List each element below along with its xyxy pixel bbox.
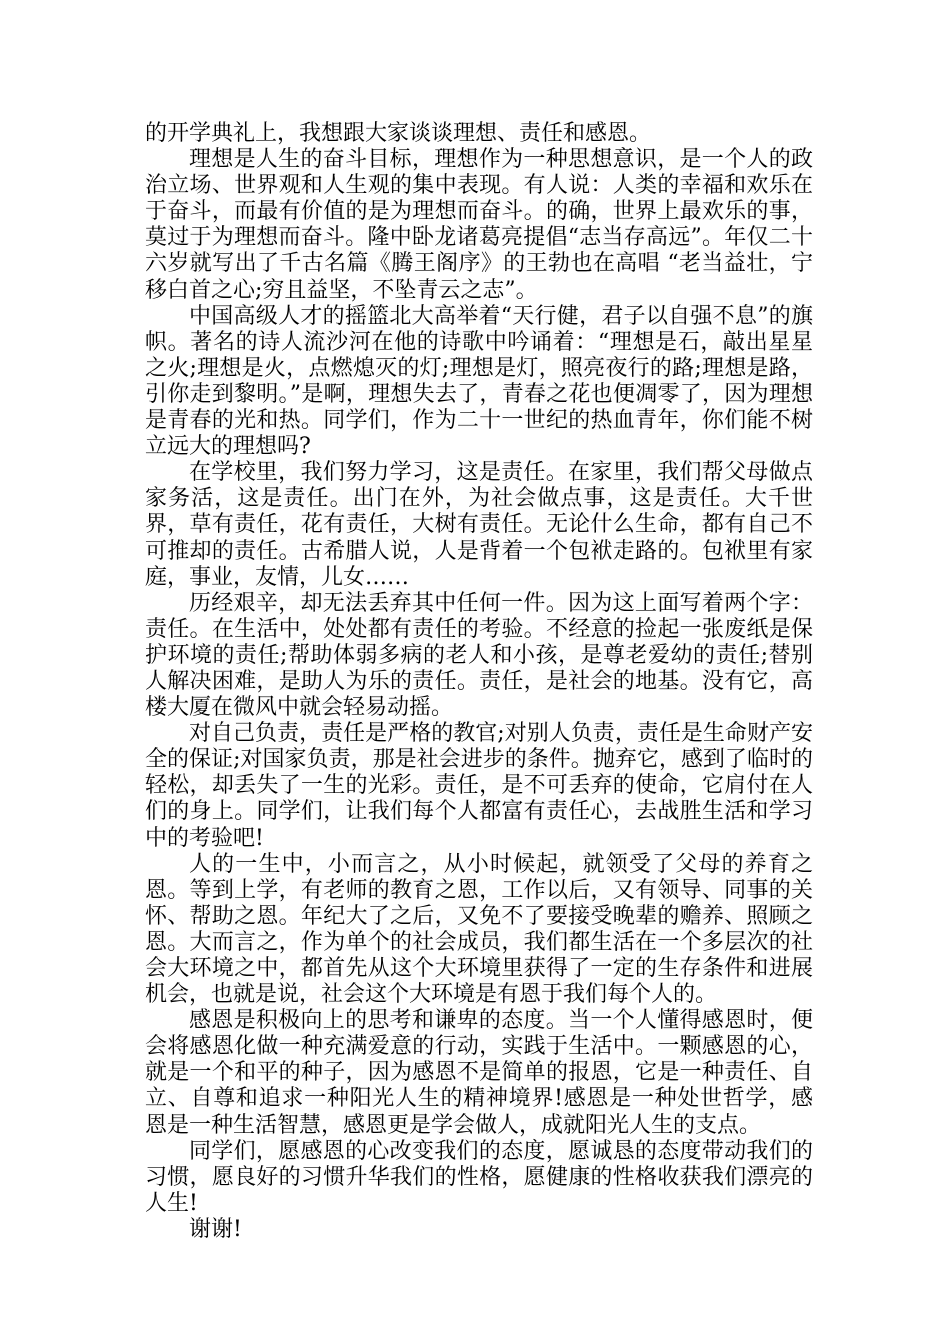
paragraph-peking-university: 中国高级人才的摇篮北大高举着“天行健，君子以自强不息”的旗帜。著名的诗人流沙河在他的诗歌中吟诵着：“理想是石，敲出星星之火;理想是火，点燃熄灭的灯;理想是灯，照亮夜行的路;理想是路，引你走到黎明。”是啊，理想失去了，青春之花也便凋零了，因为理想是青春的光和热。同学们，作为二十一世纪的热血青年，你们能不树立远大的理想吗?	[145, 303, 813, 460]
paragraph-self-responsibility: 对自己负责，责任是严格的教官;对别人负责，责任是生命财产安全的保证;对国家负责，那是社会进步的条件。抛弃它，感到了临时的轻松，却丢失了一生的光彩。责任，是不可丢弃的使命，它肩付在人们的身上。同学们，让我们每个人都富有责任心，去战胜生活和学习中的考验吧!	[145, 721, 813, 851]
paragraph-responsibility: 在学校里，我们努力学习，这是责任。在家里，我们帮父母做点家务活，这是责任。出门在外，为社会做点事，这是责任。大千世界，草有责任，花有责任，大树有责任。无论什么生命，都有自己不可推却的责任。古希腊人说，人是背着一个包袱走路的。包袱里有家庭，事业，友情，儿女……	[145, 460, 813, 590]
paragraph-life-gratitude: 人的一生中，小而言之，从小时候起，就领受了父母的养育之恩。等到上学，有老师的教育之恩，工作以后，又有领导、同事的关怀、帮助之恩。年纪大了之后，又免不了要接受晚辈的赡养、照顾之恩。大而言之，作为单个的社会成员，我们都生活在一个多层次的社会大环境之中，都首先从这个大环境里获得了一定的生存条件和进展机会，也就是说，社会这个大环境是有恩于我们每个人的。	[145, 851, 813, 1008]
paragraph-closing-wish: 同学们，愿感恩的心改变我们的态度，愿诚恳的态度带动我们的习惯，愿良好的习惯升华我们的性格，愿健康的性格收获我们漂亮的人生!	[145, 1138, 813, 1216]
paragraph-opening: 的开学典礼上，我想跟大家谈谈理想、责任和感恩。	[145, 121, 652, 146]
paragraph-hardship: 历经艰辛，却无法丢弃其中任何一件。因为这上面写着两个字：责任。在生活中，处处都有责任的考验。不经意的捡起一张废纸是保护环境的责任;帮助体弱多病的老人和小孩，是尊老爱幼的责任;替别人解决困难，是助人为乐的责任。责任，是社会的地基。没有它，高楼大厦在微风中就会轻易动摇。	[145, 590, 813, 721]
paragraph-gratitude-attitude: 感恩是积极向上的思考和谦卑的态度。当一个人懂得感恩时，便会将感恩化做一种充满爱意的行动，实践于生活中。一颗感恩的心，就是一个和平的种子，因为感恩不是简单的报恩，它是一种责任、自立、自尊和追求一种阳光人生的精神境界!感恩是一种处世哲学，感恩是一种生活智慧，感恩更是学会做人，成就阳光人生的支点。	[145, 1008, 813, 1138]
document-body	[145, 121, 813, 1243]
paragraph-ideal: 理想是人生的奋斗目标，理想作为一种思想意识，是一个人的政治立场、世界观和人生观的集中表现。有人说：人类的幸福和欢乐在于奋斗，而最有价值的是为理想而奋斗。的确，世界上最欢乐的事，莫过于为理想而奋斗。隆中卧龙诸葛亮提倡“志当存高远”。年仅二十六岁就写出了千古名篇《腾王阁序》的王勃也在高唱 “老当益壮，宁移白首之心;穷且益坚，不坠青云之志”。	[145, 147, 813, 303]
paragraph-thanks: 谢谢!	[189, 1216, 242, 1242]
